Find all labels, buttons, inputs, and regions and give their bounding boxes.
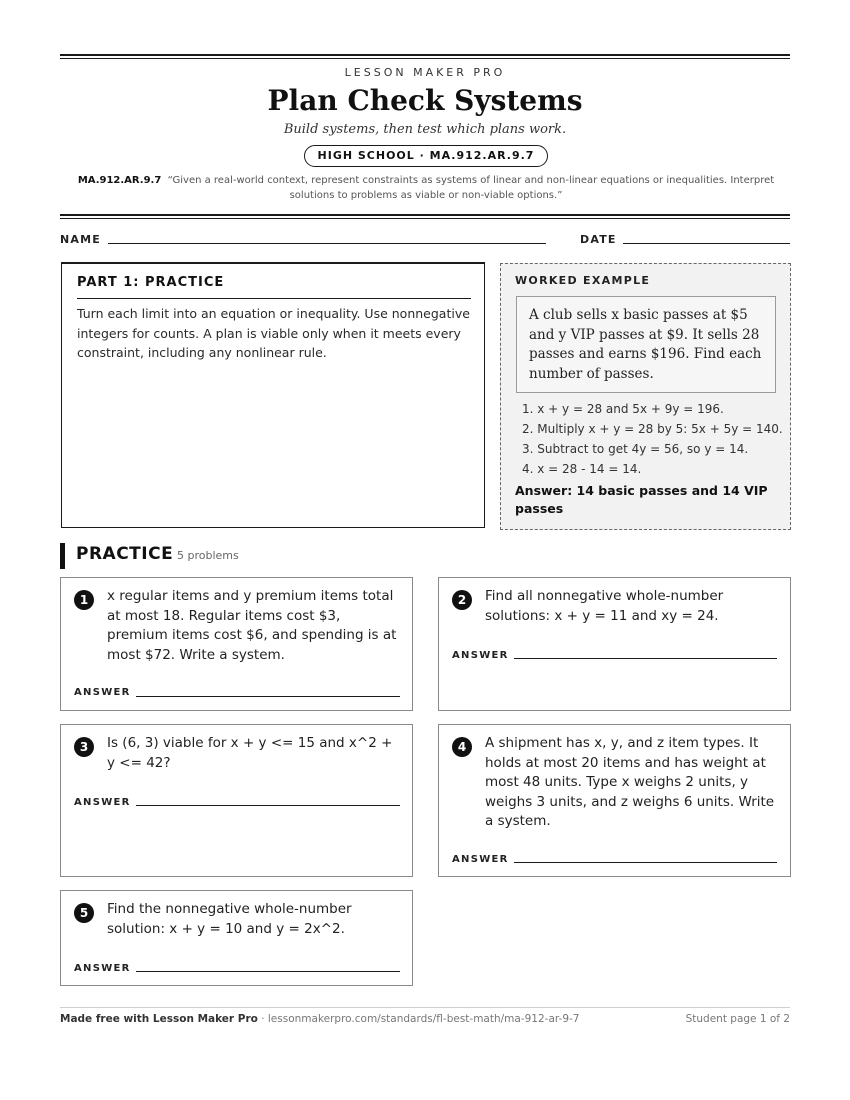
footer-page-number: Student page 1 of 2 [685, 1013, 790, 1025]
worked-example-steps [522, 399, 784, 479]
answer-field[interactable] [136, 696, 400, 697]
answer-field[interactable] [136, 971, 400, 972]
practice-title: PRACTICE [76, 544, 174, 564]
part1-instructions: Turn each limit into an equation or inequality. Use nonnegative integers for counts. A plan is viable only when it meets every constraint, including any nonlinear rule. [77, 306, 470, 360]
worked-example-answer: Answer: 14 basic passes and 14 VIP passes [515, 483, 768, 516]
standard-text: “Given a real-world context, represent constraints as systems of linear and non-linear equations or inequalities. Interpret solutions to problems as viable or non-viable options.” [167, 175, 775, 201]
problem-card-3 [60, 724, 413, 877]
answer-field[interactable] [514, 658, 777, 659]
problem-card-5 [60, 890, 413, 986]
date-label: DATE [580, 233, 617, 246]
problem-text: Is (6, 3) viable for x + y <= 15 and x^2 + y <= 42? [107, 735, 393, 771]
problem-text: x regular items and y premium items total at most 18. Regular items cost $3, premium items cost $6, and spending is at most $72. Write a system. [107, 588, 397, 663]
part1-panel [61, 262, 485, 528]
answer-field[interactable] [136, 805, 400, 806]
page-subtitle: Build systems, then test which plans work. [283, 122, 567, 137]
answer-label: ANSWER [452, 854, 509, 865]
problem-text: A shipment has x, y, and z item types. It holds at most 20 items and has weight at most 48 units. Type x weighs 2 units, y weighs 3 units, and z weighs 6 units. Write a system. [485, 735, 775, 829]
top-double-rule-inner [60, 58, 790, 59]
worked-example-title: WORKED EXAMPLE [515, 274, 651, 287]
answer-label: ANSWER [74, 797, 131, 808]
problem-number-badge: 4 [452, 737, 472, 757]
problem-card-2 [438, 577, 791, 711]
worked-step: 1. x + y = 28 and 5x + 9y = 196. [522, 402, 724, 416]
standard-description [76, 173, 776, 203]
footer-brand: Made free with Lesson Maker Pro [60, 1013, 258, 1025]
brand-kicker: LESSON MAKER PRO [344, 66, 506, 79]
name-label: NAME [60, 233, 101, 246]
part1-title: PART 1: PRACTICE [77, 275, 225, 290]
footer-url[interactable]: · lessonmakerpro.com/standards/fl-best-math/ma-912-ar-9-7 [261, 1013, 580, 1025]
problem-text: Find the nonnegative whole-number solution: x + y = 10 and y = 2x^2. [107, 901, 352, 937]
problem-number-badge: 1 [74, 590, 94, 610]
problem-number-badge: 3 [74, 737, 94, 757]
worked-step: 2. Multiply x + y = 28 by 5: 5x + 5y = 140. [522, 422, 783, 436]
answer-label: ANSWER [452, 650, 509, 661]
worked-example-panel [500, 263, 791, 530]
problem-text: Find all nonnegative whole-number solutions: x + y = 11 and xy = 24. [485, 588, 724, 624]
footer-divider [60, 1007, 790, 1008]
standard-code: MA.912.AR.9.7 [77, 175, 162, 186]
grade-standard-badge: HIGH SCHOOL · MA.912.AR.9.7 [304, 145, 548, 167]
answer-field[interactable] [514, 862, 777, 863]
problem-card-1 [60, 577, 413, 711]
answer-label: ANSWER [74, 963, 131, 974]
worked-example-problem: A club sells x basic passes at $5 and y VIP passes at $9. It sells 28 passes and earns $196. Find each number of passes. [516, 296, 776, 393]
worked-step: 4. x = 28 - 14 = 14. [522, 462, 642, 476]
problem-card-4 [438, 724, 791, 877]
problem-number-badge: 5 [74, 903, 94, 923]
answer-label: ANSWER [74, 687, 131, 698]
problem-number-badge: 2 [452, 590, 472, 610]
footer-credit [60, 1013, 579, 1025]
header-double-rule-outer [60, 214, 790, 216]
practice-count: 5 problems [177, 549, 239, 562]
top-double-rule-outer [60, 54, 790, 56]
worked-step: 3. Subtract to get 4y = 56, so y = 14. [522, 442, 749, 456]
date-field[interactable] [623, 243, 790, 244]
name-field[interactable] [108, 243, 546, 244]
page-title: Plan Check Systems [267, 84, 583, 117]
part1-divider [77, 298, 471, 299]
practice-accent-bar [60, 543, 65, 569]
header-double-rule-inner [60, 218, 790, 219]
